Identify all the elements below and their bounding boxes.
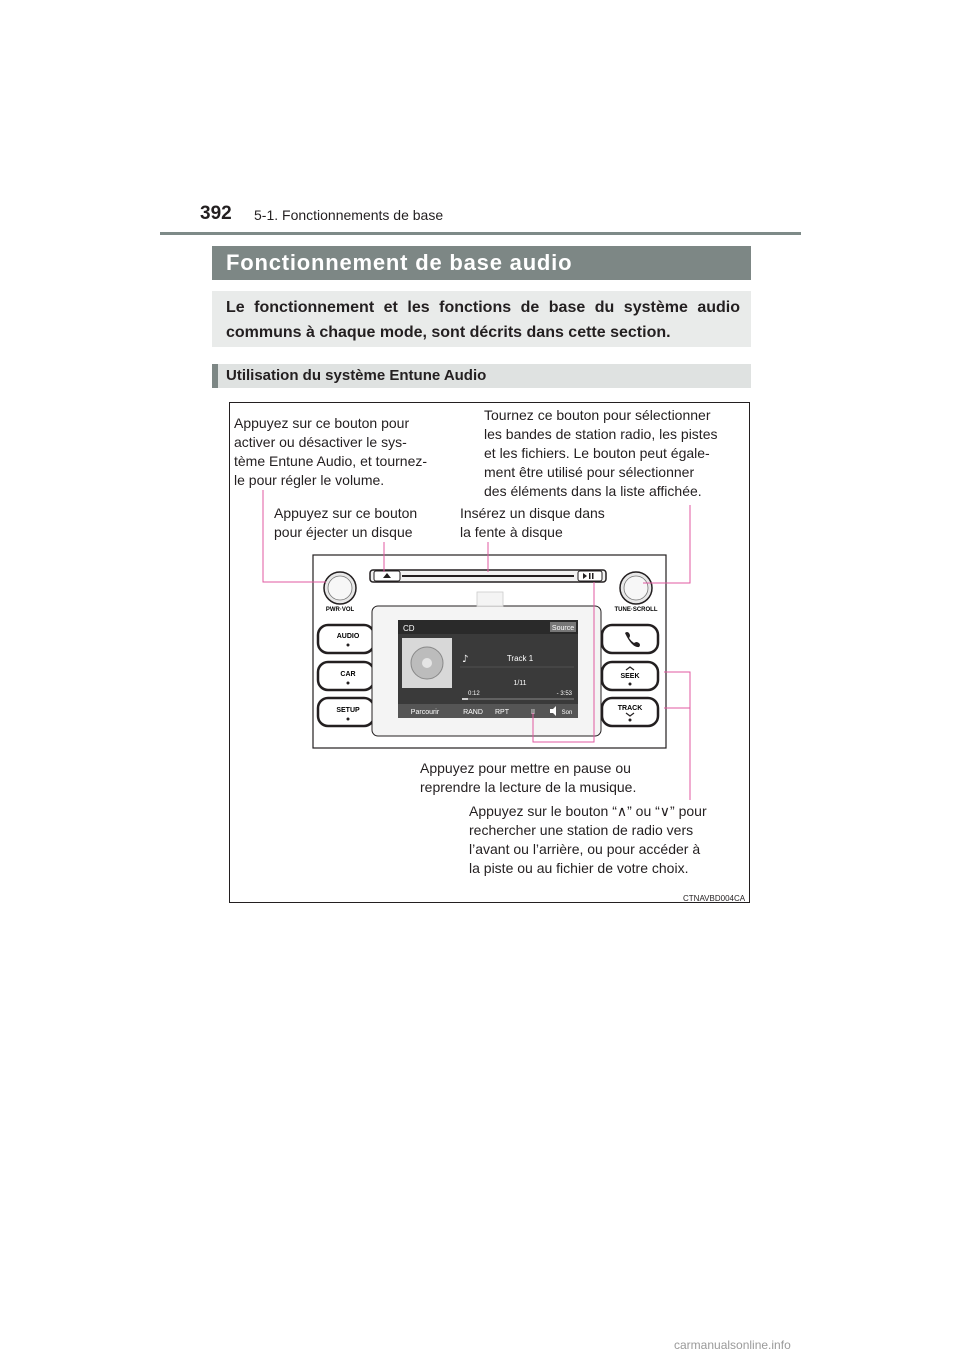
callout-line: ment être utilisé pour sélectionner bbox=[484, 464, 695, 480]
section-reference: 5-1. Fonctionnements de base bbox=[254, 207, 444, 223]
screen-btn-rand: RAND bbox=[463, 709, 483, 716]
figure-code: CTNAVBD004CA bbox=[683, 894, 746, 903]
callout-line: Tournez ce bouton pour sélectionner bbox=[484, 407, 711, 423]
callout-line: Appuyez sur ce bouton pour bbox=[234, 415, 410, 431]
screen-btn-browse: Parcourir bbox=[410, 709, 440, 716]
screen-btn-rpt: RPT bbox=[495, 709, 509, 716]
screen-btn-pause: II bbox=[531, 709, 535, 716]
callout-line: Insérez un disque dans bbox=[460, 505, 605, 521]
callout-line: activer ou désactiver le sys- bbox=[234, 434, 407, 450]
svg-text:TRACK: TRACK bbox=[617, 705, 643, 712]
tune-scroll-label: TUNE·SCROLL bbox=[614, 607, 658, 613]
callout-line: l’avant ou l’arrière, ou pour accéder à bbox=[469, 841, 701, 857]
subheading: Utilisation du système Entune Audio bbox=[226, 367, 487, 384]
callout-line: reprendre la lecture de la musique. bbox=[420, 779, 637, 795]
watermark: carmanualsonline.info bbox=[674, 1338, 791, 1352]
callout-line: tème Entune Audio, et tournez- bbox=[234, 453, 428, 469]
elapsed-time: 0:12 bbox=[468, 691, 480, 697]
callout-line: Appuyez pour mettre en pause ou bbox=[420, 760, 631, 776]
screen-btn-sound: Son bbox=[561, 710, 573, 716]
callout-line: et les fichiers. Le bouton peut égale- bbox=[484, 445, 710, 461]
button-audio bbox=[318, 625, 374, 653]
remaining-time: - 3:53 bbox=[556, 691, 572, 697]
button-seek bbox=[602, 662, 658, 690]
screen-mode: CD bbox=[403, 624, 415, 633]
callout-line: Appuyez sur le bouton “∧” ou “∨” pour bbox=[469, 803, 707, 819]
callout-line: la piste ou au fichier de votre choix. bbox=[469, 860, 689, 876]
svg-text:Source: Source bbox=[551, 625, 575, 632]
svg-text:AUDIO: AUDIO bbox=[336, 633, 360, 640]
callout-line: le pour régler le volume. bbox=[234, 472, 385, 488]
intro-line-1: Le fonctionnement et les fonctions de base du système audio bbox=[226, 299, 740, 316]
pwr-vol-label: PWR·VOL bbox=[325, 607, 355, 613]
track-position: 1/11 bbox=[513, 680, 527, 687]
callout-line: les bandes de station radio, les pistes bbox=[484, 426, 718, 442]
button-phone bbox=[602, 625, 658, 653]
callout-line: rechercher une station de radio vers bbox=[469, 822, 694, 838]
callout-line: pour éjecter un disque bbox=[274, 524, 413, 540]
svg-text:SETUP: SETUP bbox=[336, 707, 360, 714]
callout-line: Appuyez sur ce bouton bbox=[274, 505, 418, 521]
screen-bezel-tab bbox=[477, 592, 503, 606]
svg-text:CAR: CAR bbox=[340, 671, 356, 678]
intro-line-2: communs à chaque mode, sont décrits dans cette section. bbox=[226, 324, 671, 341]
button-setup bbox=[318, 698, 374, 726]
callout-line: la fente à disque bbox=[460, 524, 563, 540]
music-note-icon: ♪ bbox=[462, 654, 469, 665]
button-car bbox=[318, 662, 374, 690]
track-title: Track 1 bbox=[506, 654, 534, 663]
leader-seek bbox=[664, 672, 690, 800]
callout-line: des éléments dans la liste affichée. bbox=[484, 483, 702, 499]
svg-text:SEEK: SEEK bbox=[620, 673, 640, 680]
button-track bbox=[602, 698, 658, 726]
page-number: 392 bbox=[200, 203, 232, 224]
page-title: Fonctionnement de base audio bbox=[226, 250, 573, 275]
